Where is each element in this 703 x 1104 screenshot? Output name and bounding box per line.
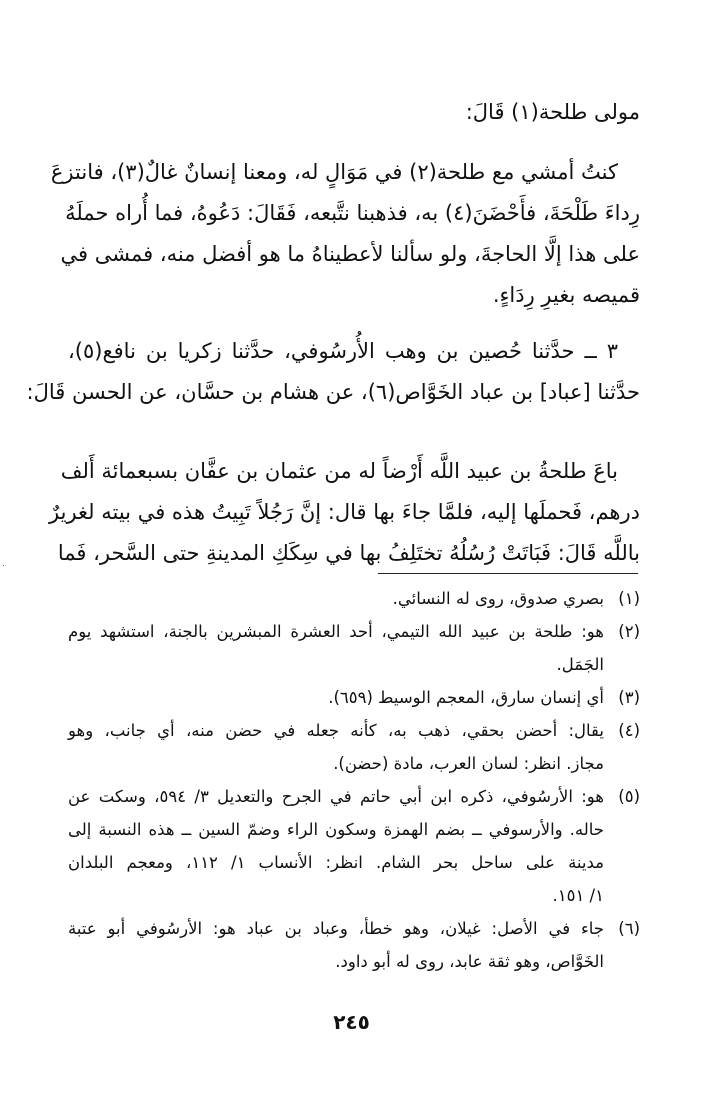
- footnote-5: [68, 780, 640, 912]
- footnote-text: [68, 681, 604, 714]
- paragraph-2-line: حدَّثنا [عباد] بن عباد الخَوَّاص(٦)، عن هشام بن حسَّان، عن الحسن قَالَ:: [26, 380, 640, 404]
- paragraph-3-line: باعَ طلحةُ بن عبيد اللَّه أَرْضاً له من عثمان بن عفَّان بسبعمائة أَلف: [60, 459, 618, 483]
- footnote-text: [68, 615, 604, 681]
- paragraph-2: [26, 331, 640, 413]
- footnote-line: بصري صدوق، روى له النسائي.: [392, 589, 604, 608]
- paragraph-2-line: ٣ ــ حدَّثنا حُصين بن وهب الأُرسُوفي، حدَّثنا زكريا بن نافع(٥)،: [68, 339, 618, 363]
- footnote-number: (١): [618, 589, 640, 608]
- footnote-text: [68, 912, 604, 978]
- footnote-line: ١/ ١٥١.: [552, 886, 604, 905]
- footnote-1: [68, 582, 640, 615]
- footnote-3: [68, 681, 640, 714]
- paragraph-3: [49, 451, 640, 574]
- footnote-2: [68, 615, 640, 681]
- intro-line: [68, 92, 640, 133]
- footnote-line: جاء في الأصل: غيلان، وهو خطأ، وعباد بن عباد هو: الأرسُوفي أبو عتبة: [68, 919, 604, 938]
- footnote-line: أي إنسان سارق، المعجم الوسيط (٦٥٩).: [328, 688, 604, 707]
- footnote-line: هو: الأرسُوفي، ذكره ابن أبي حاتم في الجرح والتعديل ٣/ ٥٩٤، وسكت عن: [68, 787, 605, 806]
- intro-text: مولى طلحة(١) قَالَ:: [465, 100, 640, 124]
- footnote-number: (٤): [618, 721, 640, 740]
- footnote-6: [68, 912, 640, 978]
- paragraph-1-line: رِداءَ طَلْحَةَ، فأَحْضَنَ(٤) به، فذهبنا نتَّبعه، فَقَالَ: دَعُوهُ، فما أُراه حملَهُ: [65, 201, 640, 225]
- footnote-text: [68, 582, 604, 615]
- paragraph-3-line: باللَّه قَالَ: فَبَاتَتْ رُسُلُهُ تختَلِفُ بها في سِكَكِ المدينةِ حتى السَّحر، فَما: [57, 541, 640, 565]
- footnote-line: حاله. والأرسوفي ــ بضم الهمزة وسكون الراء وضمّ السين ــ هذه النسبة إلى: [68, 820, 604, 839]
- paragraph-1-line: على هذا إلَّا الحاجةَ، ولو سألنا لأعطيناهُ ما هو أفضل منه، فمشى في: [60, 242, 640, 266]
- paragraph-1: [50, 152, 640, 316]
- footnote-number: (٦): [618, 919, 640, 938]
- footnote-line: مدينة على ساحل بحر الشام. انظر: الأنساب ١/ ١١٢، ومعجم البلدان: [68, 853, 604, 872]
- footnote-line: الخَوَّاص، وهو ثقة عابد، روى له أبو داود.: [335, 952, 604, 971]
- footnote-line: يقال: أحضن بحقي، ذهب به، كأنه جعله في حضن منه، أي جانب، وهو: [68, 721, 604, 740]
- page-number: ٢٤٥: [333, 1010, 370, 1034]
- footnote-4: [68, 714, 640, 780]
- footnote-number: (٢): [618, 622, 640, 641]
- footnote-text: [68, 780, 604, 912]
- paragraph-3-line: درهم، فَحملَها إليه، فلمَّا جاءَ بها قال: إنَّ رَجُلاً تَبِيتُ هذه في بيته لغريرٌ: [49, 500, 640, 524]
- footnote-divider: [378, 573, 638, 574]
- paragraph-1-line: كنتُ أمشي مع طلحة(٢) في مَوَالٍ له، ومعنا إنسانٌ غالٌ(٣)، فانتزعَ: [50, 160, 618, 184]
- paragraph-1-line: قميصه بغيرِ رِدَاءٍ.: [492, 283, 640, 307]
- footnote-line: مجاز. انظر: لسان العرب، مادة (حضن).: [333, 754, 604, 773]
- footnote-line: هو: طلحة بن عبيد الله التيمي، أحد العشرة المبشرين بالجنة، استشهد يوم: [68, 622, 604, 641]
- footnote-number: (٥): [618, 787, 640, 806]
- footnote-number: (٣): [618, 688, 640, 707]
- footnotes: [68, 582, 640, 978]
- margin-mark: [3, 565, 4, 566]
- footnote-line: الجَمَل.: [556, 655, 604, 674]
- footnote-text: [68, 714, 604, 780]
